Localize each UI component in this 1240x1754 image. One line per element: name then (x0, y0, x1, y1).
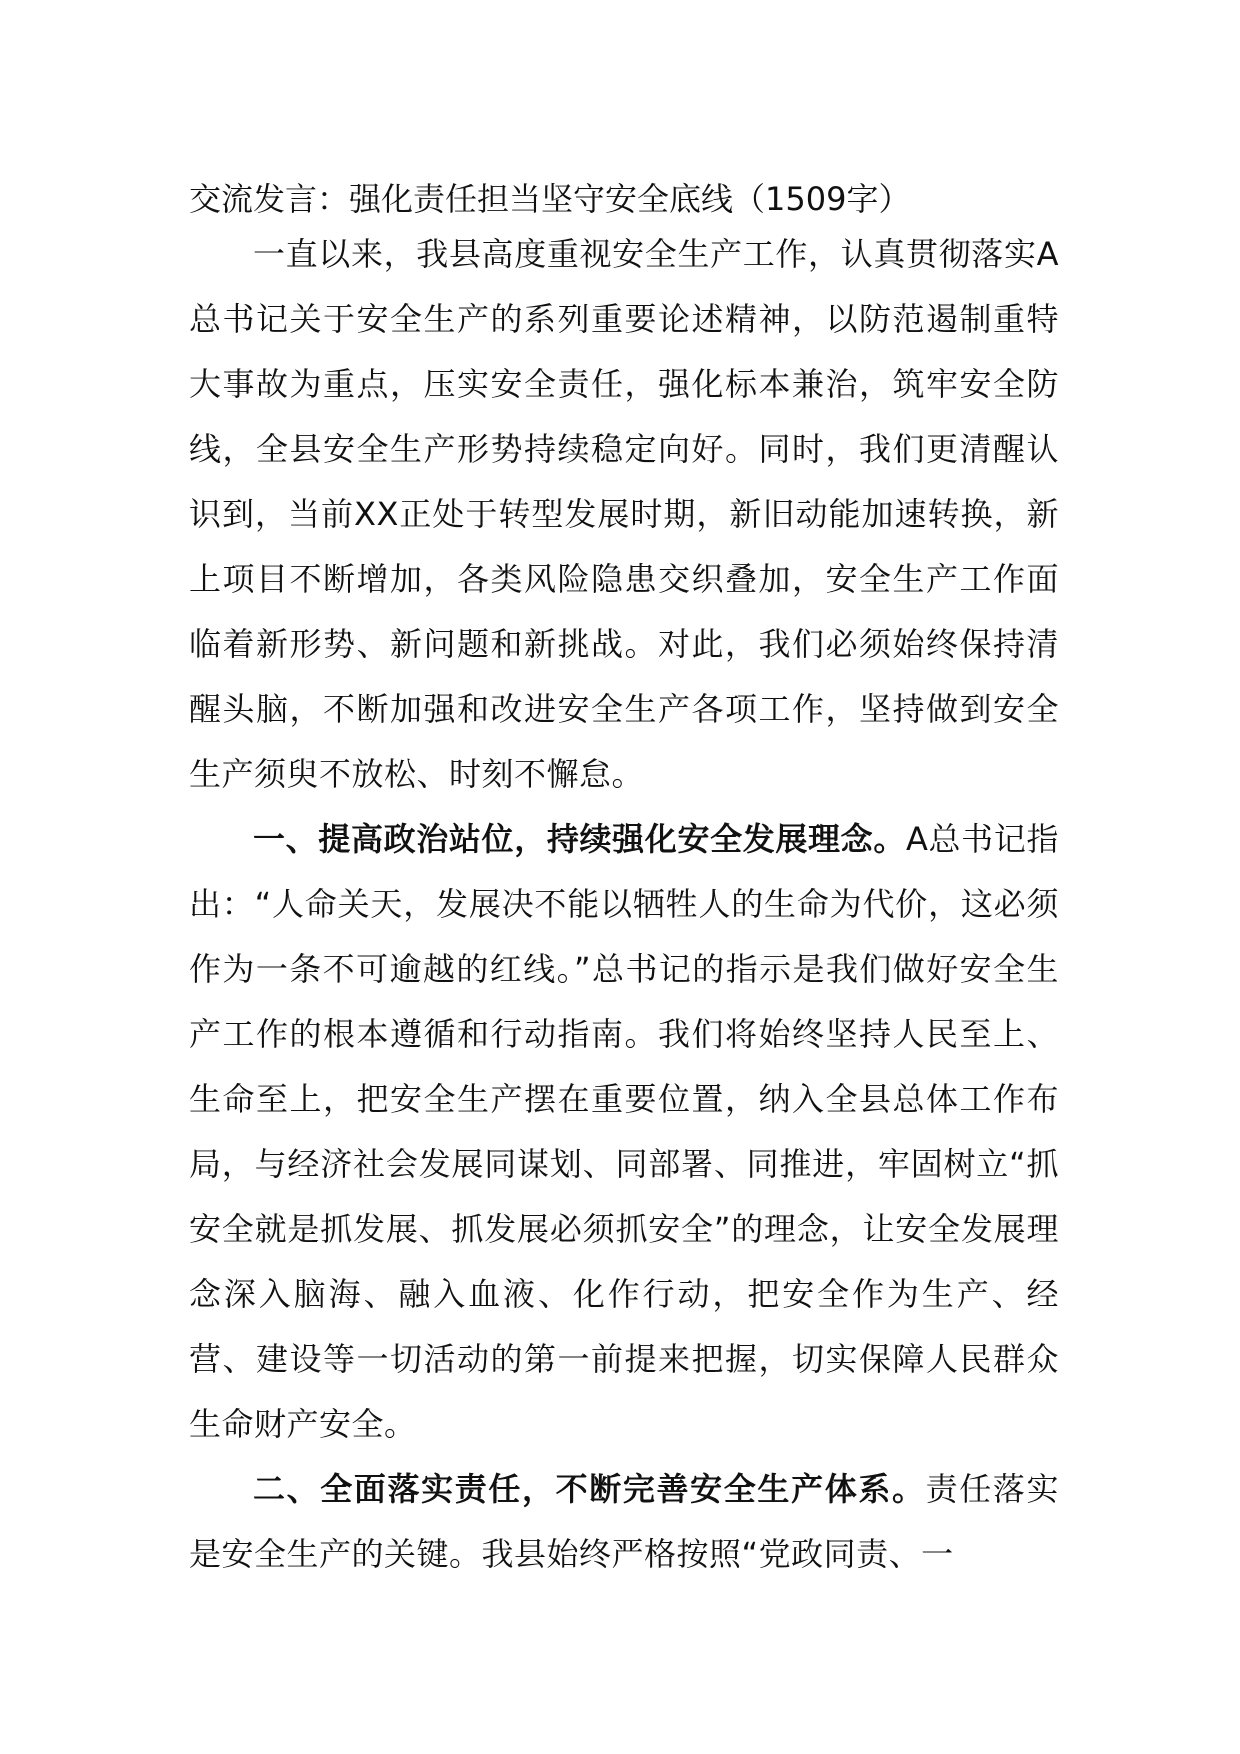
paragraph-section-2 (189, 1457, 1059, 1587)
paragraph-text: 一直以来，我县高度重视安全生产工作，认真贯彻落实A总书记关于安全生产的系列重要论述精神，以防范遏制重特大事故为重点，压实安全责任，强化标本兼治，筑牢安全防线，全县安全生产形势持续稳定向好。同时，我们更清醒认识到，当前XX正处于转型发展时期，新旧动能加速转换，新上项目不断增加，各类风险隐患交织叠加，安全生产工作面临着新形势、新问题和新挑战。对此，我们必须始终保持清醒头脑，不断加强和改进安全生产各项工作，坚持做到安全生产须臾不放松、时刻不懈怠。 (189, 235, 1059, 793)
document-body (189, 176, 1059, 1587)
section-heading-2: 二、全面落实责任，不断完善安全生产体系。 (253, 1470, 926, 1508)
document-title: 交流发言：强化责任担当坚守安全底线（1509字） (189, 180, 911, 218)
section-heading-1: 一、提高政治站位，持续强化安全发展理念。 (253, 820, 906, 858)
paragraph-text: 责任落实是安全生产的关键。我县始终严格按照“党政同责、一 (189, 1470, 1059, 1573)
paragraph-intro (189, 222, 1059, 807)
paragraph-text: A总书记指出：“人命关天，发展决不能以牺牲人的生命为代价，这必须作为一条不可逾越的红线。”总书记的指示是我们做好安全生产工作的根本遵循和行动指南。我们将始终坚持人民至上、生命至上，把安全生产摆在重要位置，纳入全县总体工作布局，与经济社会发展同谋划、同部署、同推进，牢固树立“抓安全就是抓发展、抓发展必须抓安全”的理念，让安全发展理念深入脑海、融入血液、化作行动，把安全作为生产、经营、建设等一切活动的第一前提来把握，切实保障人民群众生命财产安全。 (189, 820, 1059, 1443)
paragraph-section-1 (189, 807, 1059, 1457)
